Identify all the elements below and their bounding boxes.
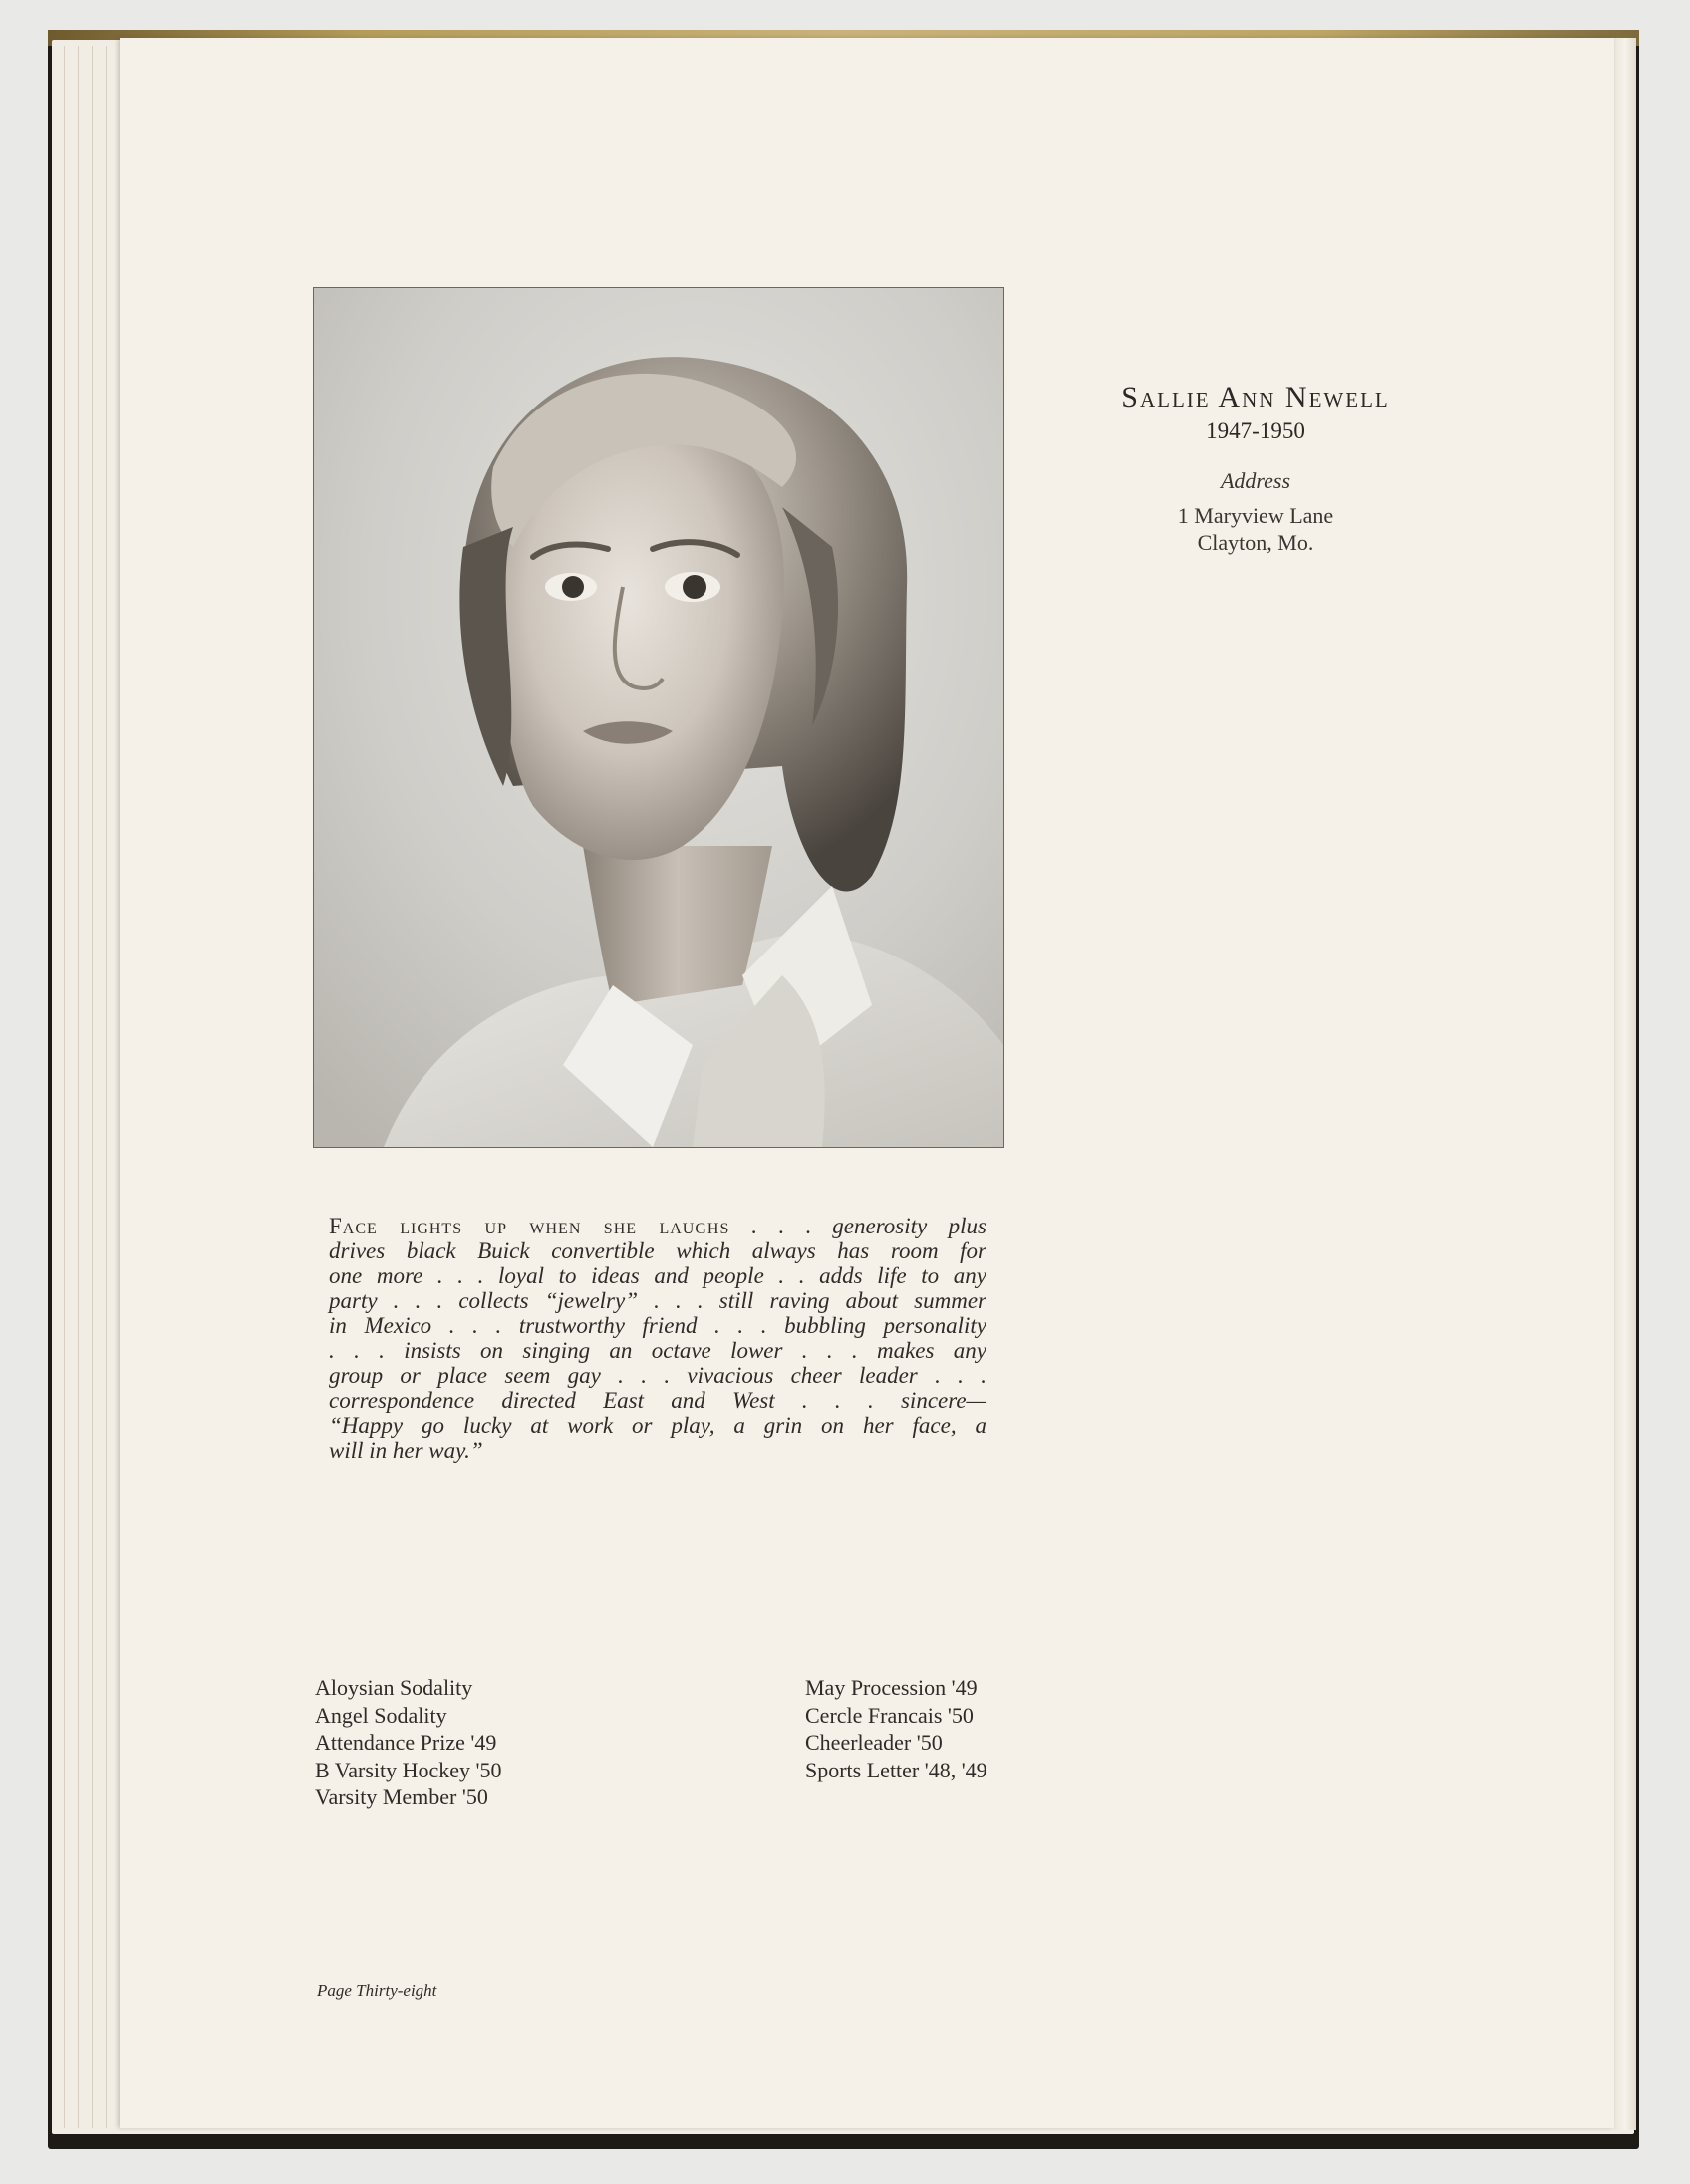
page-edge-line <box>106 46 107 2128</box>
description-line: group or place seem gay . . . vivacious cheer leader . . . <box>329 1363 986 1388</box>
student-name: Sallie Ann Newell <box>1121 381 1390 413</box>
activity-item: B Varsity Hockey '50 <box>315 1757 502 1782</box>
description-line: correspondence directed East and West . . . sincere— <box>329 1388 986 1413</box>
activity-item: May Procession '49 <box>805 1675 978 1700</box>
description-line: will in her way.” <box>329 1438 483 1463</box>
activity-item: Cheerleader '50 <box>805 1730 943 1755</box>
activity-item: Attendance Prize '49 <box>315 1730 497 1755</box>
student-description <box>329 1214 986 1463</box>
activity-item: Sports Letter '48, '49 <box>805 1757 987 1782</box>
address-line-1: 1 Maryview Lane <box>1177 503 1334 528</box>
description-line: one more . . . loyal to ideas and people . . adds life to any <box>329 1263 986 1288</box>
activity-item: Varsity Member '50 <box>315 1784 488 1809</box>
activity-item: Cercle Francais '50 <box>805 1702 974 1728</box>
attendance-years: 1947-1950 <box>1206 418 1305 443</box>
page-edge-line <box>64 46 65 2128</box>
page-edge-line <box>78 46 79 2128</box>
description-line: in Mexico . . . trustworthy friend . . . bubbling personality <box>329 1313 986 1338</box>
activities-left <box>315 1674 501 1811</box>
description-line: . . . insists on singing an octave lower . . . makes any <box>329 1338 986 1363</box>
address-line-2: Clayton, Mo. <box>1197 530 1314 555</box>
description-line: Face lights up when she laughs . . . generosity plus <box>329 1214 986 1238</box>
activity-item: Aloysian Sodality <box>315 1675 473 1700</box>
description-line: party . . . collects “jewelry” . . . still raving about summer <box>329 1288 986 1313</box>
activity-item: Angel Sodality <box>315 1702 447 1728</box>
portrait-photo <box>313 287 1004 1148</box>
page-right-edge <box>1614 38 1636 2130</box>
activities-right <box>805 1674 987 1783</box>
page-number: Page Thirty-eight <box>317 1981 437 2000</box>
description-line: “Happy go lucky at work or play, a grin on her face, a <box>329 1413 986 1438</box>
page-edge-line <box>92 46 93 2128</box>
description-line: drives black Buick convertible which always has room for <box>329 1238 986 1263</box>
address-label: Address <box>1220 468 1291 493</box>
